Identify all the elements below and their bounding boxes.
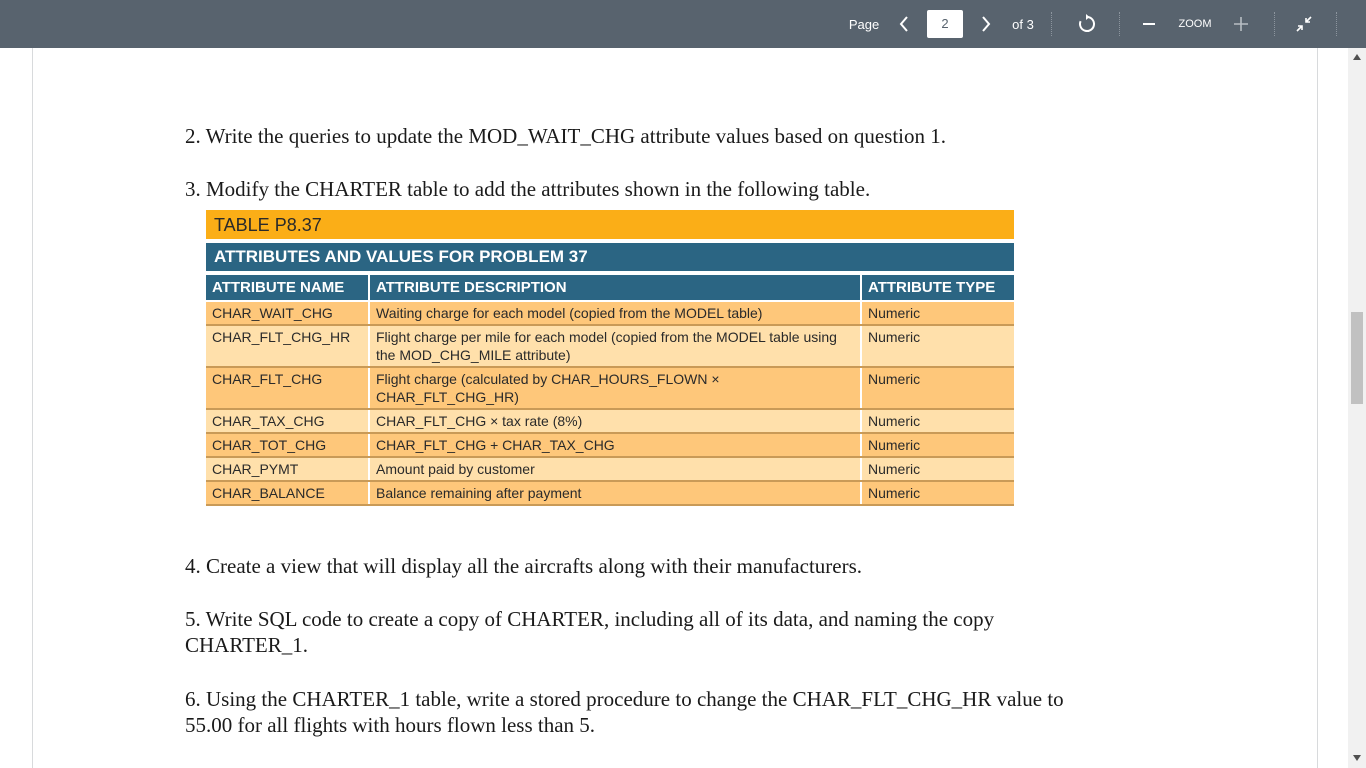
attribute-name-cell: CHAR_WAIT_CHG: [206, 301, 369, 325]
toolbar-divider: [1119, 12, 1120, 36]
question-5-line-1: 5. Write SQL code to create a copy of CHARTER, including all of its data, and naming the copy: [185, 607, 995, 631]
table-row: [206, 457, 1014, 481]
attribute-description-cell: CHAR_FLT_CHG × tax rate (8%): [369, 409, 861, 433]
attribute-description-cell: Amount paid by customer: [369, 457, 861, 481]
attribute-name-cell: CHAR_BALANCE: [206, 481, 369, 505]
table-row: [206, 481, 1014, 505]
page-label: Page: [848, 16, 880, 32]
scroll-up-button[interactable]: [1350, 50, 1364, 64]
next-page-button[interactable]: [974, 0, 998, 48]
question-4: 4. Create a view that will display all the aircrafts along with their manufacturers.: [185, 554, 863, 578]
zoom-label-container: [1170, 0, 1220, 48]
table-row: [206, 325, 1014, 367]
attribute-type-cell: Numeric: [861, 409, 1014, 433]
table-subtitle: ATTRIBUTES AND VALUES FOR PROBLEM 37: [206, 243, 1014, 271]
attribute-description-cell: CHAR_FLT_CHG + CHAR_TAX_CHG: [369, 433, 861, 457]
chevron-left-icon: [899, 16, 909, 32]
attribute-name-cell: CHAR_FLT_CHG_HR: [206, 325, 369, 367]
attribute-name-cell: CHAR_PYMT: [206, 457, 369, 481]
scrollbar-thumb[interactable]: [1351, 312, 1363, 404]
toolbar-divider: [1051, 12, 1052, 36]
previous-page-button[interactable]: [892, 0, 916, 48]
arrow-down-icon: [1353, 755, 1361, 761]
arrow-up-icon: [1353, 54, 1361, 60]
collapse-icon: [1295, 15, 1313, 33]
scroll-down-button[interactable]: [1350, 751, 1364, 765]
attribute-name-cell: CHAR_TOT_CHG: [206, 433, 369, 457]
attribute-description-cell: Balance remaining after payment: [369, 481, 861, 505]
attribute-description-cell: Flight charge (calculated by CHAR_HOURS_FLOWN × CHAR_FLT_CHG_HR): [369, 367, 861, 409]
table-row: [206, 433, 1014, 457]
column-header-type: ATTRIBUTE TYPE: [861, 275, 1014, 301]
column-header-description: ATTRIBUTE DESCRIPTION: [369, 275, 861, 301]
attribute-type-cell: Numeric: [861, 301, 1014, 325]
table-title: TABLE P8.37: [206, 210, 1014, 239]
question-6-line-1: 6. Using the CHARTER_1 table, write a stored procedure to change the CHAR_FLT_CHG_HR value to: [185, 687, 1064, 711]
question-5-line-2: CHARTER_1.: [185, 633, 308, 657]
zoom-label: ZOOM: [1178, 18, 1212, 30]
table-header-row: [206, 275, 1014, 301]
zoom-in-button[interactable]: [1230, 0, 1252, 48]
attribute-description-cell: Waiting charge for each model (copied from the MODEL table): [369, 301, 861, 325]
minus-icon: [1142, 17, 1156, 31]
table-row: [206, 409, 1014, 433]
viewer-toolbar: [0, 0, 1366, 48]
attribute-name-cell: CHAR_FLT_CHG: [206, 367, 369, 409]
plus-icon: [1233, 16, 1249, 32]
exit-fullscreen-button[interactable]: [1290, 0, 1318, 48]
chevron-right-icon: [981, 16, 991, 32]
zoom-out-button[interactable]: [1138, 0, 1160, 48]
attribute-type-cell: Numeric: [861, 367, 1014, 409]
table-row: [206, 301, 1014, 325]
page-total-container: [1006, 0, 1040, 48]
column-header-name: ATTRIBUTE NAME: [206, 275, 369, 301]
attribute-type-cell: Numeric: [861, 325, 1014, 367]
rotate-icon: [1077, 14, 1097, 34]
attribute-description-cell: Flight charge per mile for each model (copied from the MODEL table using the MOD_CHG_MILE attribute): [369, 325, 861, 367]
vertical-scrollbar[interactable]: [1348, 48, 1366, 768]
attributes-table: [206, 275, 1014, 506]
question-2: 2. Write the queries to update the MOD_WAIT_CHG attribute values based on question 1.: [185, 124, 947, 148]
rotate-button[interactable]: [1072, 0, 1102, 48]
attribute-type-cell: Numeric: [861, 433, 1014, 457]
attribute-type-cell: Numeric: [861, 481, 1014, 505]
attribute-name-cell: CHAR_TAX_CHG: [206, 409, 369, 433]
question-3: 3. Modify the CHARTER table to add the attributes shown in the following table.: [185, 177, 871, 201]
attribute-type-cell: Numeric: [861, 457, 1014, 481]
toolbar-divider: [1274, 12, 1275, 36]
toolbar-divider: [1336, 12, 1337, 36]
page-total: of 3: [1012, 16, 1034, 32]
table-row: [206, 367, 1014, 409]
page-number-input[interactable]: 2: [927, 10, 963, 38]
question-6-line-2: 55.00 for all flights with hours flown less than 5.: [185, 713, 596, 737]
page-label-container: [846, 0, 882, 48]
